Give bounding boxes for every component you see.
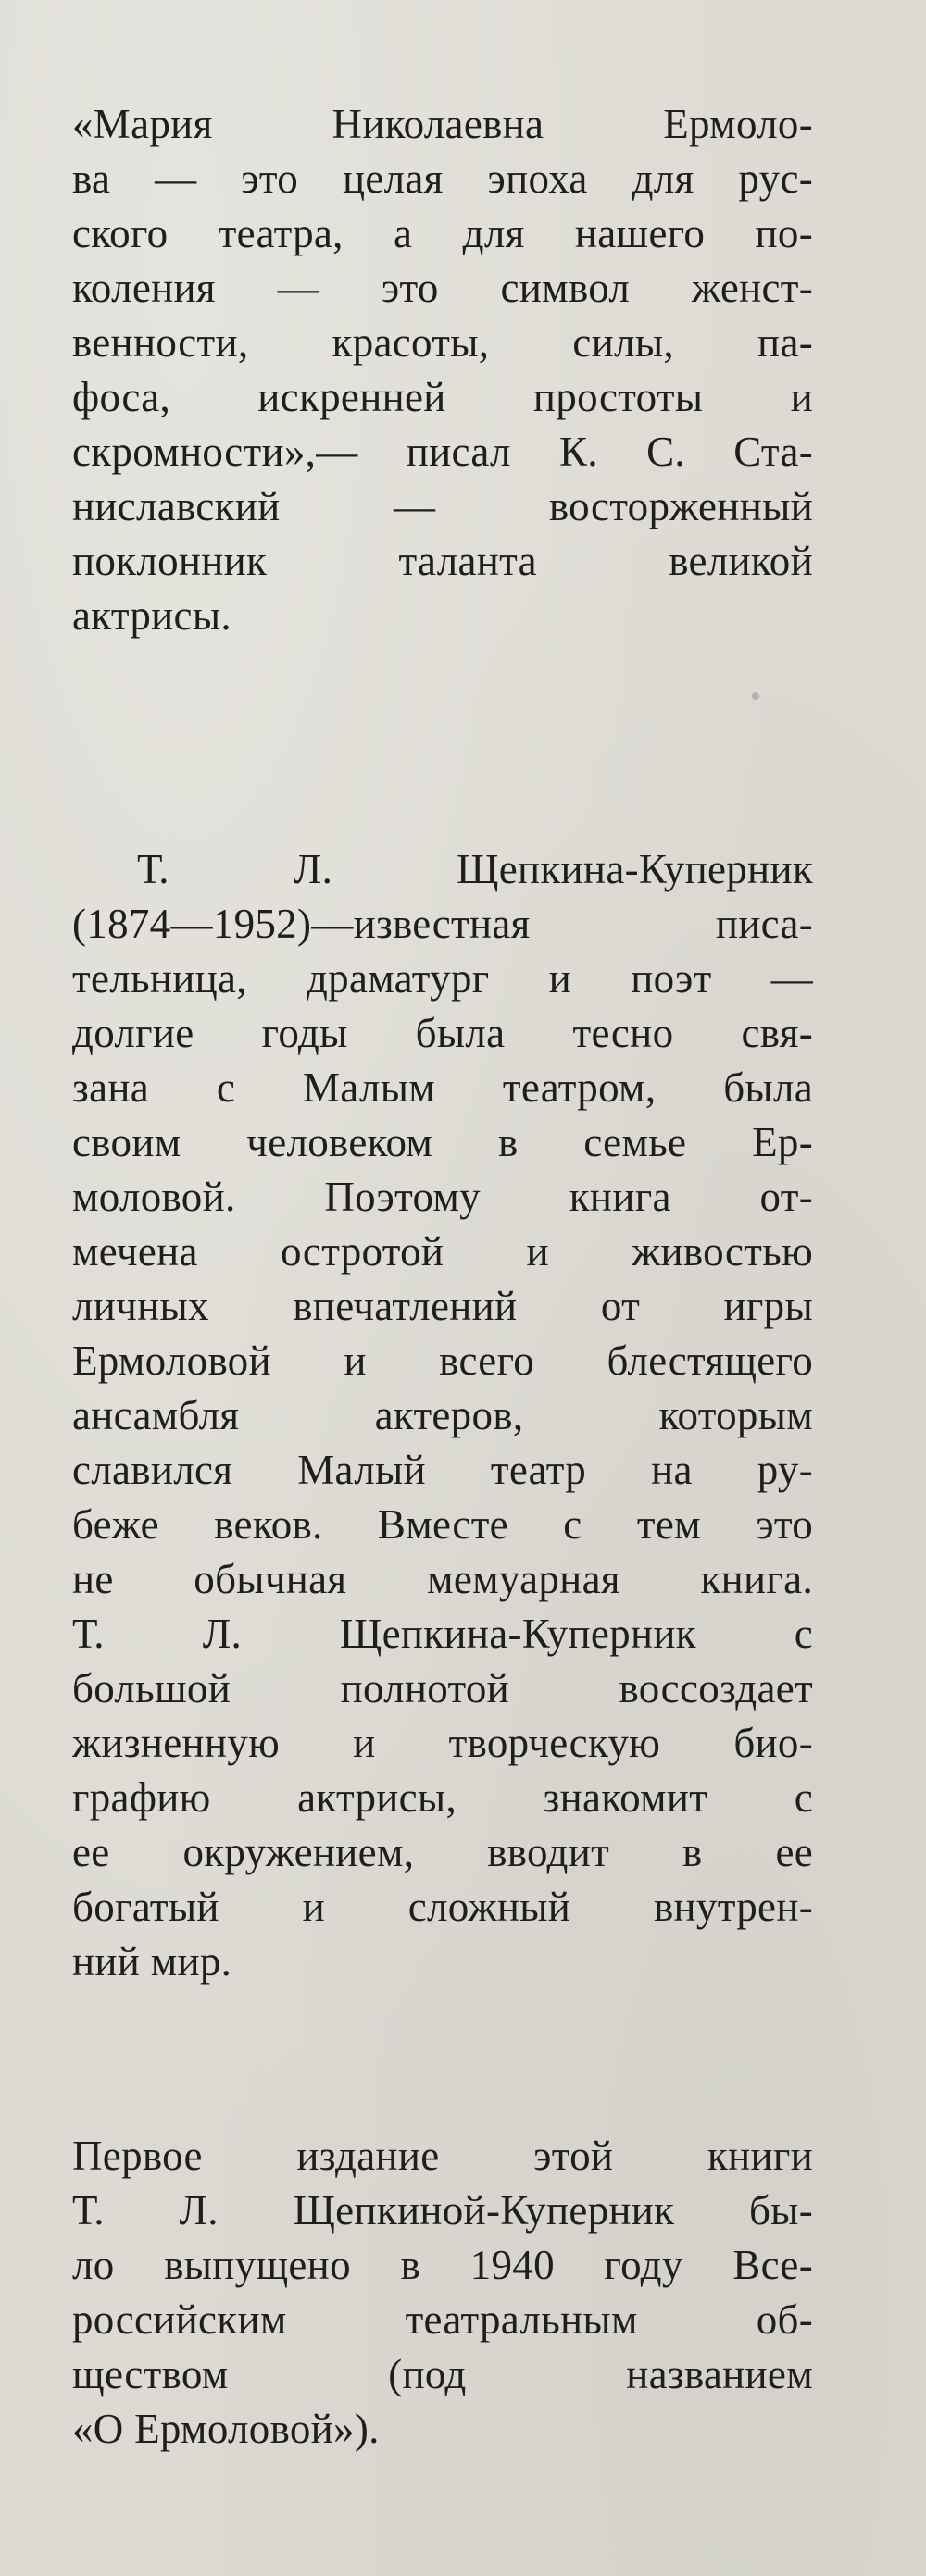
edition-line: «О Ермоловой»). (72, 2406, 380, 2452)
biography-line: жизненную и творческую био- (72, 1720, 813, 1766)
biography-line: Т. Л. Щепкина-Куперник с (72, 1611, 813, 1657)
quote-line: актрисы. (72, 592, 232, 639)
biography-line: (1874—1952)—известная писа- (72, 901, 813, 947)
stanislavsky-quote-paragraph (72, 97, 813, 643)
biography-line: не обычная мемуарная книга. (72, 1556, 813, 1602)
quote-line: скромности»,— писал К. С. Ста- (72, 429, 813, 475)
biography-line: Ермоловой и всего блестящего (72, 1338, 813, 1384)
quote-line: фоса, искренней простоты и (72, 374, 813, 420)
edition-line: Первое издание этой книги (72, 2133, 813, 2179)
edition-line: ло выпущено в 1940 году Все- (72, 2242, 813, 2288)
author-biography-paragraph (72, 842, 813, 1989)
quote-line: коления — это символ женст- (72, 265, 813, 311)
edition-line: Т. Л. Щепкиной-Куперник бы- (72, 2187, 813, 2234)
quote-line: ниславский — восторженный (72, 483, 813, 529)
biography-line: большой полнотой воссоздает (72, 1665, 813, 1711)
paper-speck (752, 692, 759, 700)
quote-line: «Мария Николаевна Ермоло- (72, 101, 813, 147)
biography-line: личных впечатлений от игры (72, 1283, 813, 1329)
quote-line: поклонник таланта великой (72, 538, 813, 584)
biography-line: графию актрисы, знакомит с (72, 1774, 813, 1821)
first-edition-paragraph (72, 2129, 813, 2457)
biography-line: богатый и сложный внутрен- (72, 1884, 813, 1930)
biography-line: мечена остротой и живостью (72, 1228, 813, 1275)
biography-line: ний мир. (72, 1938, 232, 1985)
edition-line: российским театральным об- (72, 2296, 813, 2343)
biography-line: славился Малый театр на ру- (72, 1447, 813, 1493)
biography-line: моловой. Поэтому книга от- (72, 1174, 813, 1220)
quote-line: венности, красоты, силы, па- (72, 319, 813, 366)
quote-line: ского театра, а для нашего по- (72, 210, 813, 256)
biography-line: зана с Малым театром, была (72, 1064, 813, 1111)
biography-line: тельница, драматург и поэт — (72, 955, 813, 1002)
edition-line: ществом (под названием (72, 2351, 813, 2397)
biography-line: ансамбля актеров, которым (72, 1392, 813, 1438)
biography-line: Т. Л. Щепкина-Куперник (137, 846, 813, 892)
quote-line: ва — это целая эпоха для рус- (72, 156, 813, 202)
biography-line: своим человеком в семье Ер- (72, 1119, 813, 1165)
biography-line: беже веков. Вместе с тем это (72, 1501, 813, 1548)
biography-line: ее окружением, вводит в ее (72, 1829, 813, 1875)
biography-line: долгие годы была тесно свя- (72, 1010, 813, 1056)
